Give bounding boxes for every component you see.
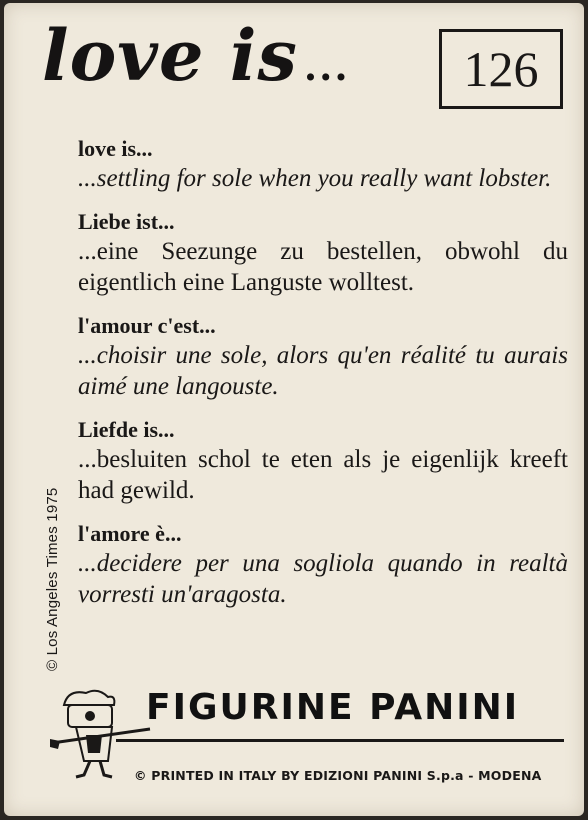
title-text: love is [42, 14, 298, 97]
trading-card-back [4, 3, 584, 816]
translations-list [78, 135, 568, 624]
copyright-notice: © Los Angeles Times 1975 [44, 487, 61, 671]
divider [116, 739, 564, 742]
card-number: 126 [439, 29, 563, 109]
entry-heading: l'amour c'est... [78, 313, 216, 338]
entry-heading: love is... [78, 136, 153, 161]
title-dots: ... [303, 44, 350, 89]
printer-credit: © PRINTED IN ITALY BY EDIZIONI PANINI S.p.a - MODENA [134, 768, 542, 783]
entry-heading: l'amore è... [78, 521, 182, 546]
brand-name: FIGURINE PANINI [146, 687, 520, 728]
entry-english [78, 135, 568, 194]
entry-text: ...eine Seezunge zu bestellen, obwohl du eigentlich eine Languste wolltest. [78, 238, 568, 296]
entry-dutch [78, 416, 568, 506]
entry-text: ...choisir une sole, alors qu'en réalité tu aurais aimé une langouste. [78, 342, 568, 400]
entry-text: ...decidere per una sogliola quando in realtà vorresti un'aragosta. [78, 550, 568, 608]
card-title [42, 14, 350, 97]
entry-heading: Liebe ist... [78, 209, 175, 234]
entry-italian [78, 520, 568, 610]
entry-text: ...besluiten schol te eten als je eigenlijk kreeft had gewild. [78, 446, 568, 504]
entry-text: ...settling for sole when you really want lobster. [78, 165, 552, 192]
entry-german [78, 208, 568, 298]
entry-french [78, 312, 568, 402]
entry-heading: Liefde is... [78, 417, 175, 442]
